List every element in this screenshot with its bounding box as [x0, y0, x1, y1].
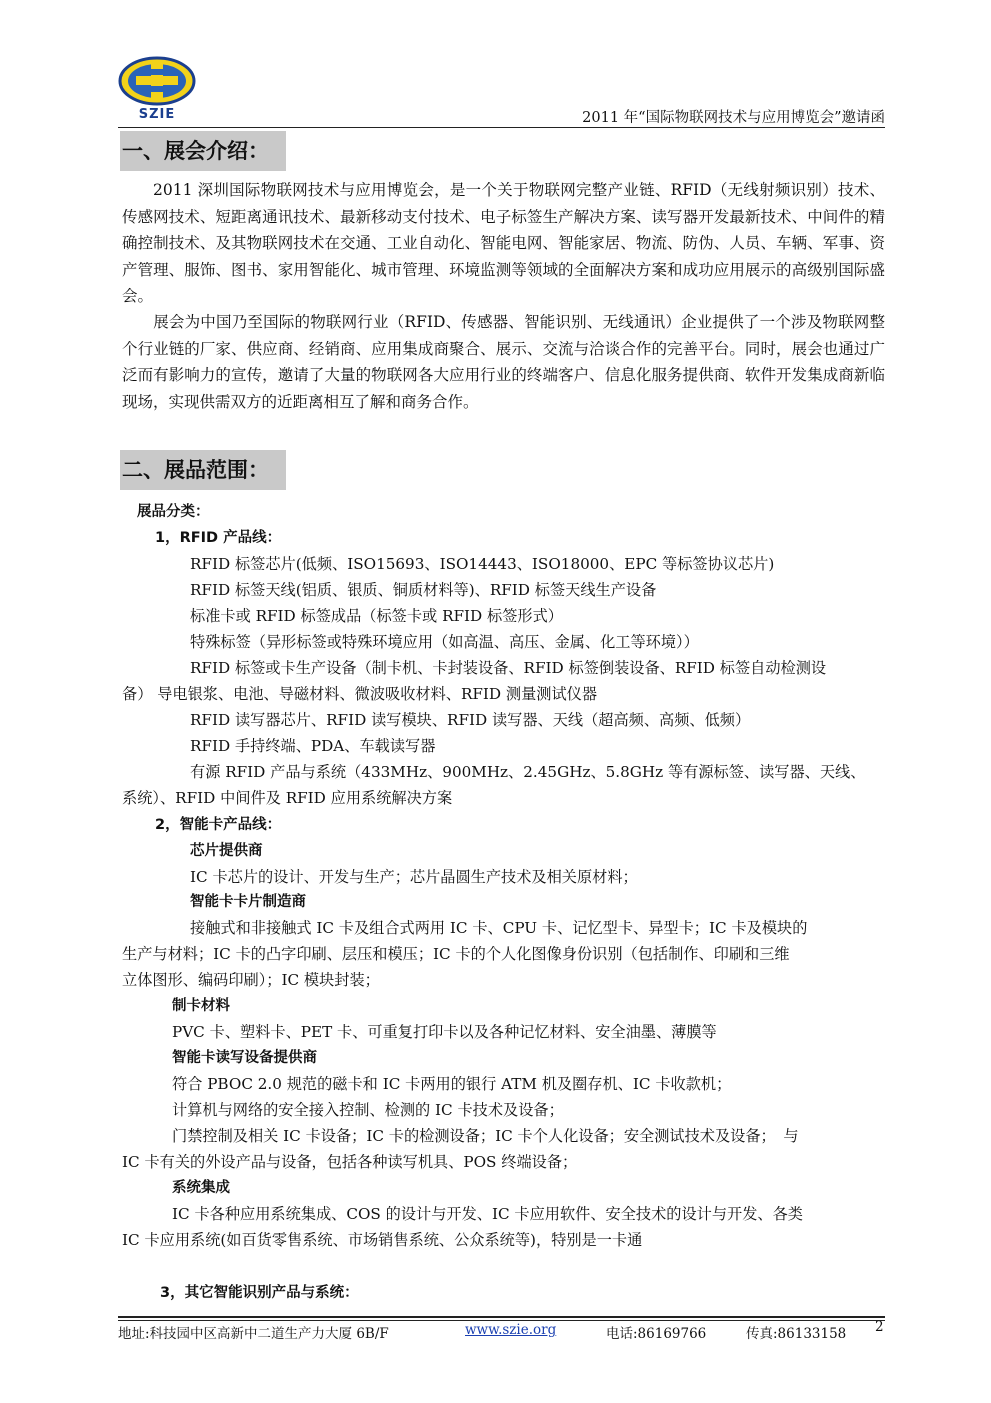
- intro-paragraph-1: 2011 深圳国际物联网技术与应用博览会，是一个关于物联网完整产业链、RFID（无线射频识别）技术、传感网技术、短距离通讯技术、最新移动支付技术、电子标签生产解决方案、读写器开发最新技术、中间件的精确控制技术、及其物联网技术在交通、工业自动化、智能电网、智能家居、物流、防伪、人员、车辆、军事、资产管理、服饰、图书、家用智能化、城市管理、环境监测等领域的全面解决方案和成功应用展示的高级别国际盛会。: [122, 181, 885, 305]
- card-maker-line: 生产与材料；IC 卡的凸字印刷、层压和模压；IC 卡的个人化图像身份识别（包括制作、印刷和三维: [122, 945, 790, 963]
- footer-website-link[interactable]: www.szie.org: [465, 1322, 557, 1338]
- card-material-text: PVC 卡、塑料卡、PET 卡、可重复打印卡以及各种记忆材料、安全油墨、薄膜等: [172, 1023, 717, 1041]
- footer-divider: [118, 1320, 885, 1321]
- footer-fax: 传真:86133158: [746, 1326, 847, 1342]
- rfid-item: RFID 标签或卡生产设备（制卡机、卡封装设备、RFID 标签倒装设备、RFID 标签自动检测设: [190, 659, 827, 677]
- section-heading-scope: 二、展品范围：: [120, 450, 286, 490]
- rfid-item: RFID 标签天线(铝质、银质、铜质材料等)、RFID 标签天线生产设备: [190, 581, 657, 599]
- header-divider: [118, 127, 885, 128]
- reader-provider-line: IC 卡有关的外设产品与设备，包括各种读写机具、POS 终端设备；: [122, 1153, 578, 1171]
- chip-provider-text: IC 卡芯片的设计、开发与生产；芯片晶圆生产技术及相关原材料；: [190, 868, 638, 886]
- intro-paragraph-2: 展会为中国乃至国际的物联网行业（RFID、传感器、智能识别、无线通讯）企业提供了一个涉及物联网整个行业链的厂家、供应商、经销商、应用集成商聚合、展示、交流与洽谈合作的完善平台。同时，展会也通过广泛而有影响力的宣传，邀请了大量的物联网各大应用行业的终端客户、信息化服务提供商、软件开发集成商新临现场，实现供需双方的近距离相互了解和商务合作。: [122, 313, 885, 411]
- logo-text: SZIE: [138, 107, 176, 122]
- rfid-title: 1，RFID 产品线：: [155, 530, 282, 546]
- card-maker-title: 智能卡卡片制造商: [190, 894, 306, 910]
- chip-provider-title: 芯片提供商: [190, 843, 263, 859]
- card-maker-line: 接触式和非接触式 IC 卡及组合式两用 IC 卡、CPU 卡、记忆型卡、异型卡；IC 卡及模块的: [190, 919, 808, 937]
- footer-divider: [118, 1316, 885, 1318]
- document-title: 2011 年“国际物联网技术与应用博览会”邀请函: [582, 110, 885, 126]
- card-maker-line: 立体图形、编码印刷）；IC 模块封装；: [122, 971, 380, 989]
- rfid-item: RFID 标签芯片(低频、ISO15693、ISO14443、ISO18000、EPC 等标签协议芯片): [190, 555, 775, 573]
- category-label: 展品分类：: [137, 504, 210, 520]
- card-material-title: 制卡材料: [172, 998, 230, 1014]
- system-integration-line: IC 卡应用系统(如百货零售系统、市场销售系统、公众系统等)，特别是一卡通: [122, 1231, 643, 1249]
- reader-provider-line: 计算机与网络的安全接入控制、检测的 IC 卡技术及设备；: [172, 1101, 564, 1119]
- rfid-item: RFID 手持终端、PDA、车载读写器: [190, 737, 436, 755]
- rfid-item: 备） 导电银浆、电池、导磁材料、微波吸收材料、RFID 测量测试仪器: [122, 685, 598, 703]
- rfid-item: 系统）、RFID 中间件及 RFID 应用系统解决方案: [122, 789, 453, 807]
- footer-phone: 电话:86169766: [606, 1326, 707, 1342]
- page-number: 2: [875, 1319, 884, 1335]
- footer-address: 地址:科技园中区高新中二道生产力大厦 6B/F: [118, 1326, 389, 1342]
- rfid-item: 有源 RFID 产品与系统（433MHz、900MHz、2.45GHz、5.8GHz 等有源标签、读写器、天线、: [190, 763, 866, 781]
- reader-provider-line: 符合 PBOC 2.0 规范的磁卡和 IC 卡两用的银行 ATM 机及圈存机、IC 卡收款机；: [172, 1075, 732, 1093]
- system-integration-line: IC 卡各种应用系统集成、COS 的设计与开发、IC 卡应用软件、安全技术的设计与开发、各类: [172, 1205, 803, 1223]
- reader-provider-title: 智能卡读写设备提供商: [172, 1050, 317, 1066]
- rfid-item: 特殊标签（异形标签或特殊环境应用（如高温、高压、金属、化工等环境））: [190, 633, 699, 651]
- rfid-item: 标准卡或 RFID 标签成品（标签卡或 RFID 标签形式）: [190, 607, 563, 625]
- system-integration-title: 系统集成: [172, 1180, 230, 1196]
- rfid-item: RFID 读写器芯片、RFID 读写模块、RFID 读写器、天线（超高频、高频、低频）: [190, 711, 751, 729]
- reader-provider-line: 门禁控制及相关 IC 卡设备；IC 卡的检测设备；IC 卡个人化设备；安全测试技术及设备； 与: [172, 1127, 799, 1145]
- section-heading-intro: 一、展会介绍：: [120, 131, 286, 171]
- other-products-title: 3，其它智能识别产品与系统：: [160, 1285, 359, 1301]
- smartcard-title: 2，智能卡产品线：: [155, 817, 282, 833]
